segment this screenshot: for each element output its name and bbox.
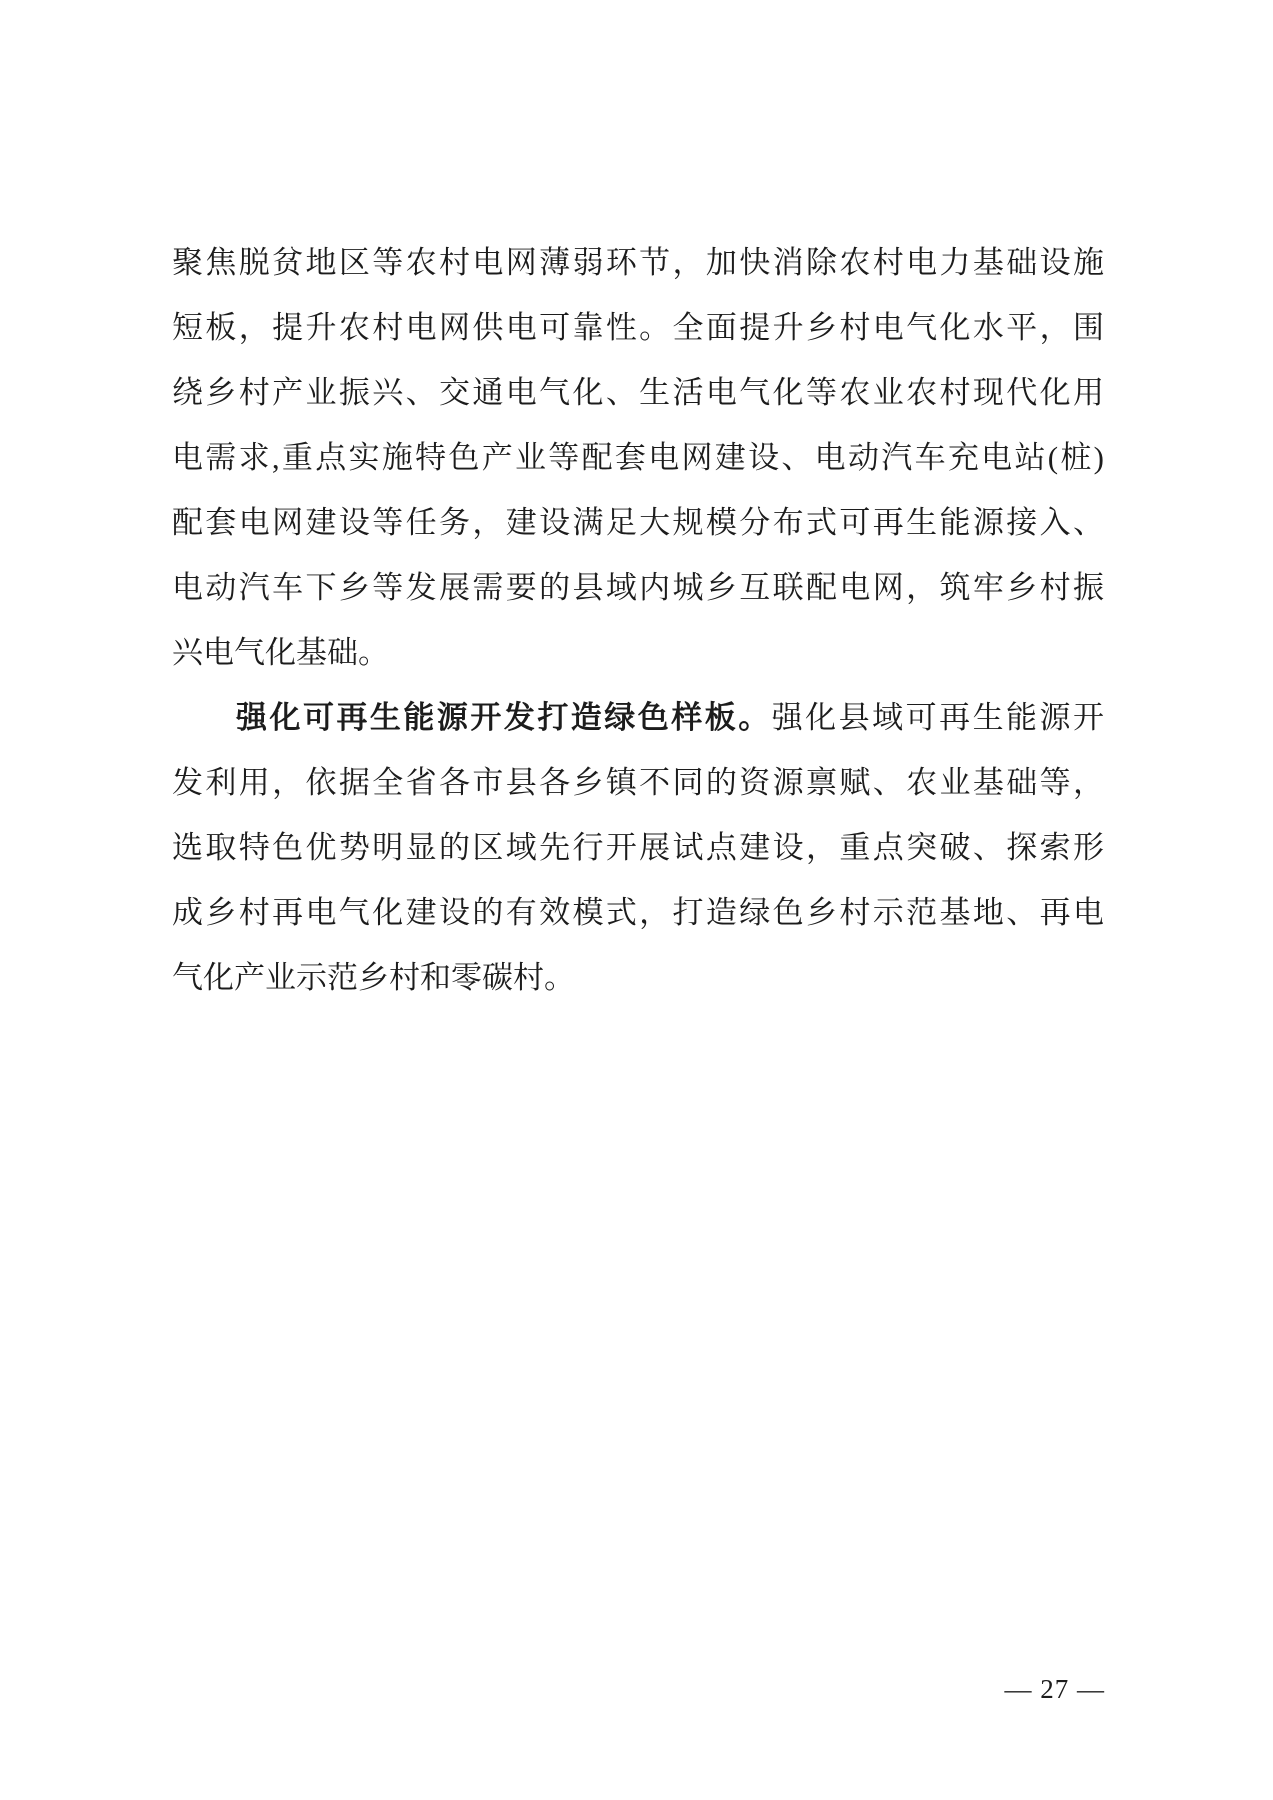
text-line: 绕乡村产业振兴、交通电气化、生活电气化等农业农村现代化用	[172, 375, 1104, 410]
page-number: — 27 —	[1004, 1674, 1105, 1704]
text-line: 电需求,重点实施特色产业等配套电网建设、电动汽车充电站(桩)	[172, 440, 1104, 475]
run-in-heading: 强化可再生能源开发打造绿色样板。	[236, 700, 772, 735]
text-line: 短板，提升农村电网供电可靠性。全面提升乡村电气化水平，围	[172, 310, 1104, 345]
text-line-segment: 强化县域可再生能源开	[771, 700, 1104, 735]
text-line-paragraph-end: 兴电气化基础。	[172, 635, 389, 670]
text-line: 发利用，依据全省各市县各乡镇不同的资源禀赋、农业基础等，	[172, 765, 1104, 800]
text-line-with-heading	[172, 685, 1104, 750]
text-line: 电动汽车下乡等发展需要的县域内城乡互联配电网，筑牢乡村振	[172, 570, 1104, 605]
body-text-block	[172, 230, 1104, 1010]
text-line-paragraph-end: 气化产业示范乡村和零碳村。	[172, 960, 575, 995]
text-line: 选取特色优势明显的区域先行开展试点建设，重点突破、探索形	[172, 830, 1104, 865]
text-line: 聚焦脱贫地区等农村电网薄弱环节，加快消除农村电力基础设施	[172, 245, 1104, 280]
text-line: 配套电网建设等任务，建设满足大规模分布式可再生能源接入、	[172, 505, 1104, 540]
text-line: 成乡村再电气化建设的有效模式，打造绿色乡村示范基地、再电	[172, 895, 1104, 930]
